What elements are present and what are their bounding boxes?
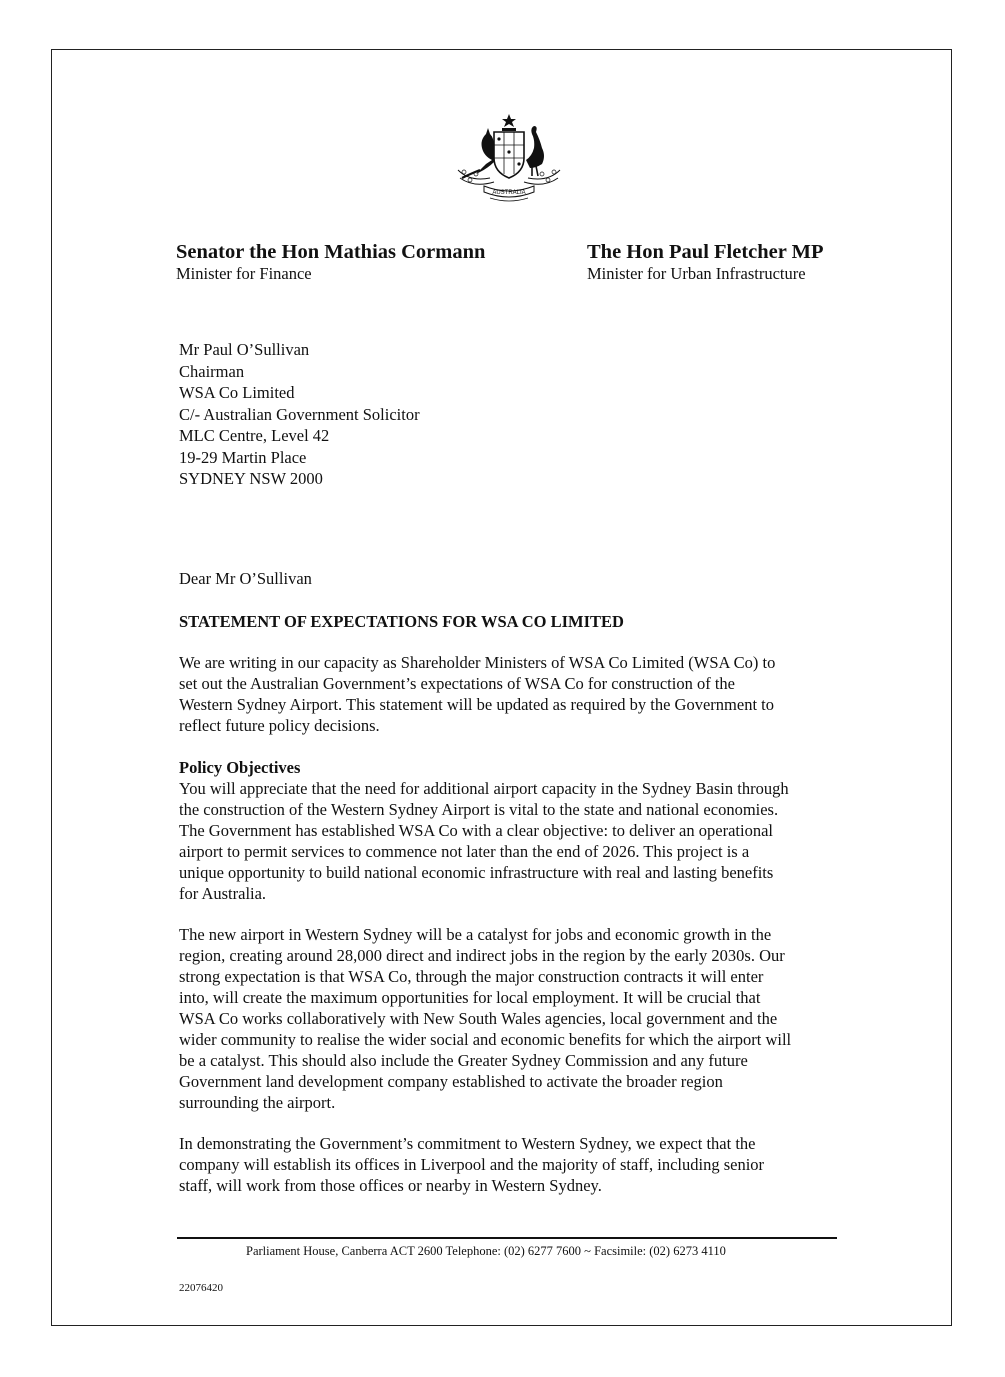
text-line: surrounding the airport. [179, 1093, 336, 1112]
text-line: the construction of the Western Sydney Airport is vital to the state and national economies. [179, 800, 779, 819]
address-line: Mr Paul O’Sullivan [179, 340, 310, 359]
text-line: WSA Co works collaboratively with New South Wales agencies, local government and the [179, 1009, 778, 1028]
letter-subject: STATEMENT OF EXPECTATIONS FOR WSA CO LIMITED [179, 612, 624, 631]
minister-block-finance [176, 241, 485, 285]
minister-role: Minister for Urban Infrastructure [587, 264, 806, 283]
australian-coat-of-arms-icon [450, 112, 568, 204]
text-line: unique opportunity to build national economic infrastructure with real and lasting benefits [179, 863, 774, 882]
address-line: Chairman [179, 361, 245, 381]
text-line: set out the Australian Government’s expectations of WSA Co for construction of the [179, 674, 736, 693]
minister-block-urban-infrastructure [587, 241, 823, 285]
body-paragraph-policy-objectives [179, 757, 869, 904]
recipient-address [179, 339, 420, 490]
text-line: staff, will work from those offices or nearby in Western Sydney. [179, 1176, 602, 1195]
minister-role: Minister for Finance [176, 264, 312, 283]
address-line: WSA Co Limited [179, 383, 295, 402]
text-line: airport to permit services to commence not later than the end of 2026. This project is a [179, 842, 750, 861]
text-line: In demonstrating the Government’s commitment to Western Sydney, we expect that the [179, 1134, 756, 1153]
text-line: wider community to realise the wider social and economic benefits for which the airport will [179, 1030, 792, 1049]
text-line: region, creating around 28,000 direct and indirect jobs in the region by the early 2030s. Our [179, 946, 785, 965]
body-paragraph-jobs [179, 924, 869, 1113]
text-line: Government land development company established to activate the broader region [179, 1072, 723, 1091]
text-line: strong expectation is that WSA Co, through the major construction contracts it will enter [179, 967, 764, 986]
document-number: 22076420 [179, 1282, 223, 1294]
text-line: You will appreciate that the need for additional airport capacity in the Sydney Basin through [179, 779, 789, 798]
text-line: into, will create the maximum opportunities for local employment. It will be crucial that [179, 988, 761, 1007]
text-line: reflect future policy decisions. [179, 716, 380, 735]
address-line: C/- Australian Government Solicitor [179, 404, 420, 424]
text-line: for Australia. [179, 884, 267, 903]
address-line: 19-29 Martin Place [179, 447, 307, 467]
address-line: MLC Centre, Level 42 [179, 426, 330, 445]
footer-address: Parliament House, Canberra ACT 2600 Telephone: (02) 6277 7600 ~ Facsimile: (02) 6273 4110 [246, 1244, 726, 1258]
text-line: company will establish its offices in Liverpool and the majority of staff, including senior [179, 1155, 765, 1174]
text-line: The Government has established WSA Co with a clear objective: to deliver an operational [179, 821, 773, 840]
body-paragraph-intro [179, 652, 869, 736]
minister-name: Senator the Hon Mathias Cormann [176, 241, 486, 263]
body-paragraph-offices [179, 1133, 869, 1196]
text-line: The new airport in Western Sydney will be a catalyst for jobs and economic growth in the [179, 925, 772, 944]
text-line: We are writing in our capacity as Shareholder Ministers of WSA Co Limited (WSA Co) to [179, 653, 776, 672]
text-line: be a catalyst. This should also include the Greater Sydney Commission and any future [179, 1051, 748, 1070]
minister-name: The Hon Paul Fletcher MP [587, 241, 824, 263]
text-line: Western Sydney Airport. This statement will be updated as required by the Government to [179, 695, 774, 714]
section-heading: Policy Objectives [179, 758, 301, 777]
footer-divider [177, 1237, 837, 1239]
svg-text:AUSTRALIA: AUSTRALIA [492, 190, 526, 196]
address-line: SYDNEY NSW 2000 [179, 469, 323, 488]
salutation: Dear Mr O’Sullivan [179, 569, 312, 588]
